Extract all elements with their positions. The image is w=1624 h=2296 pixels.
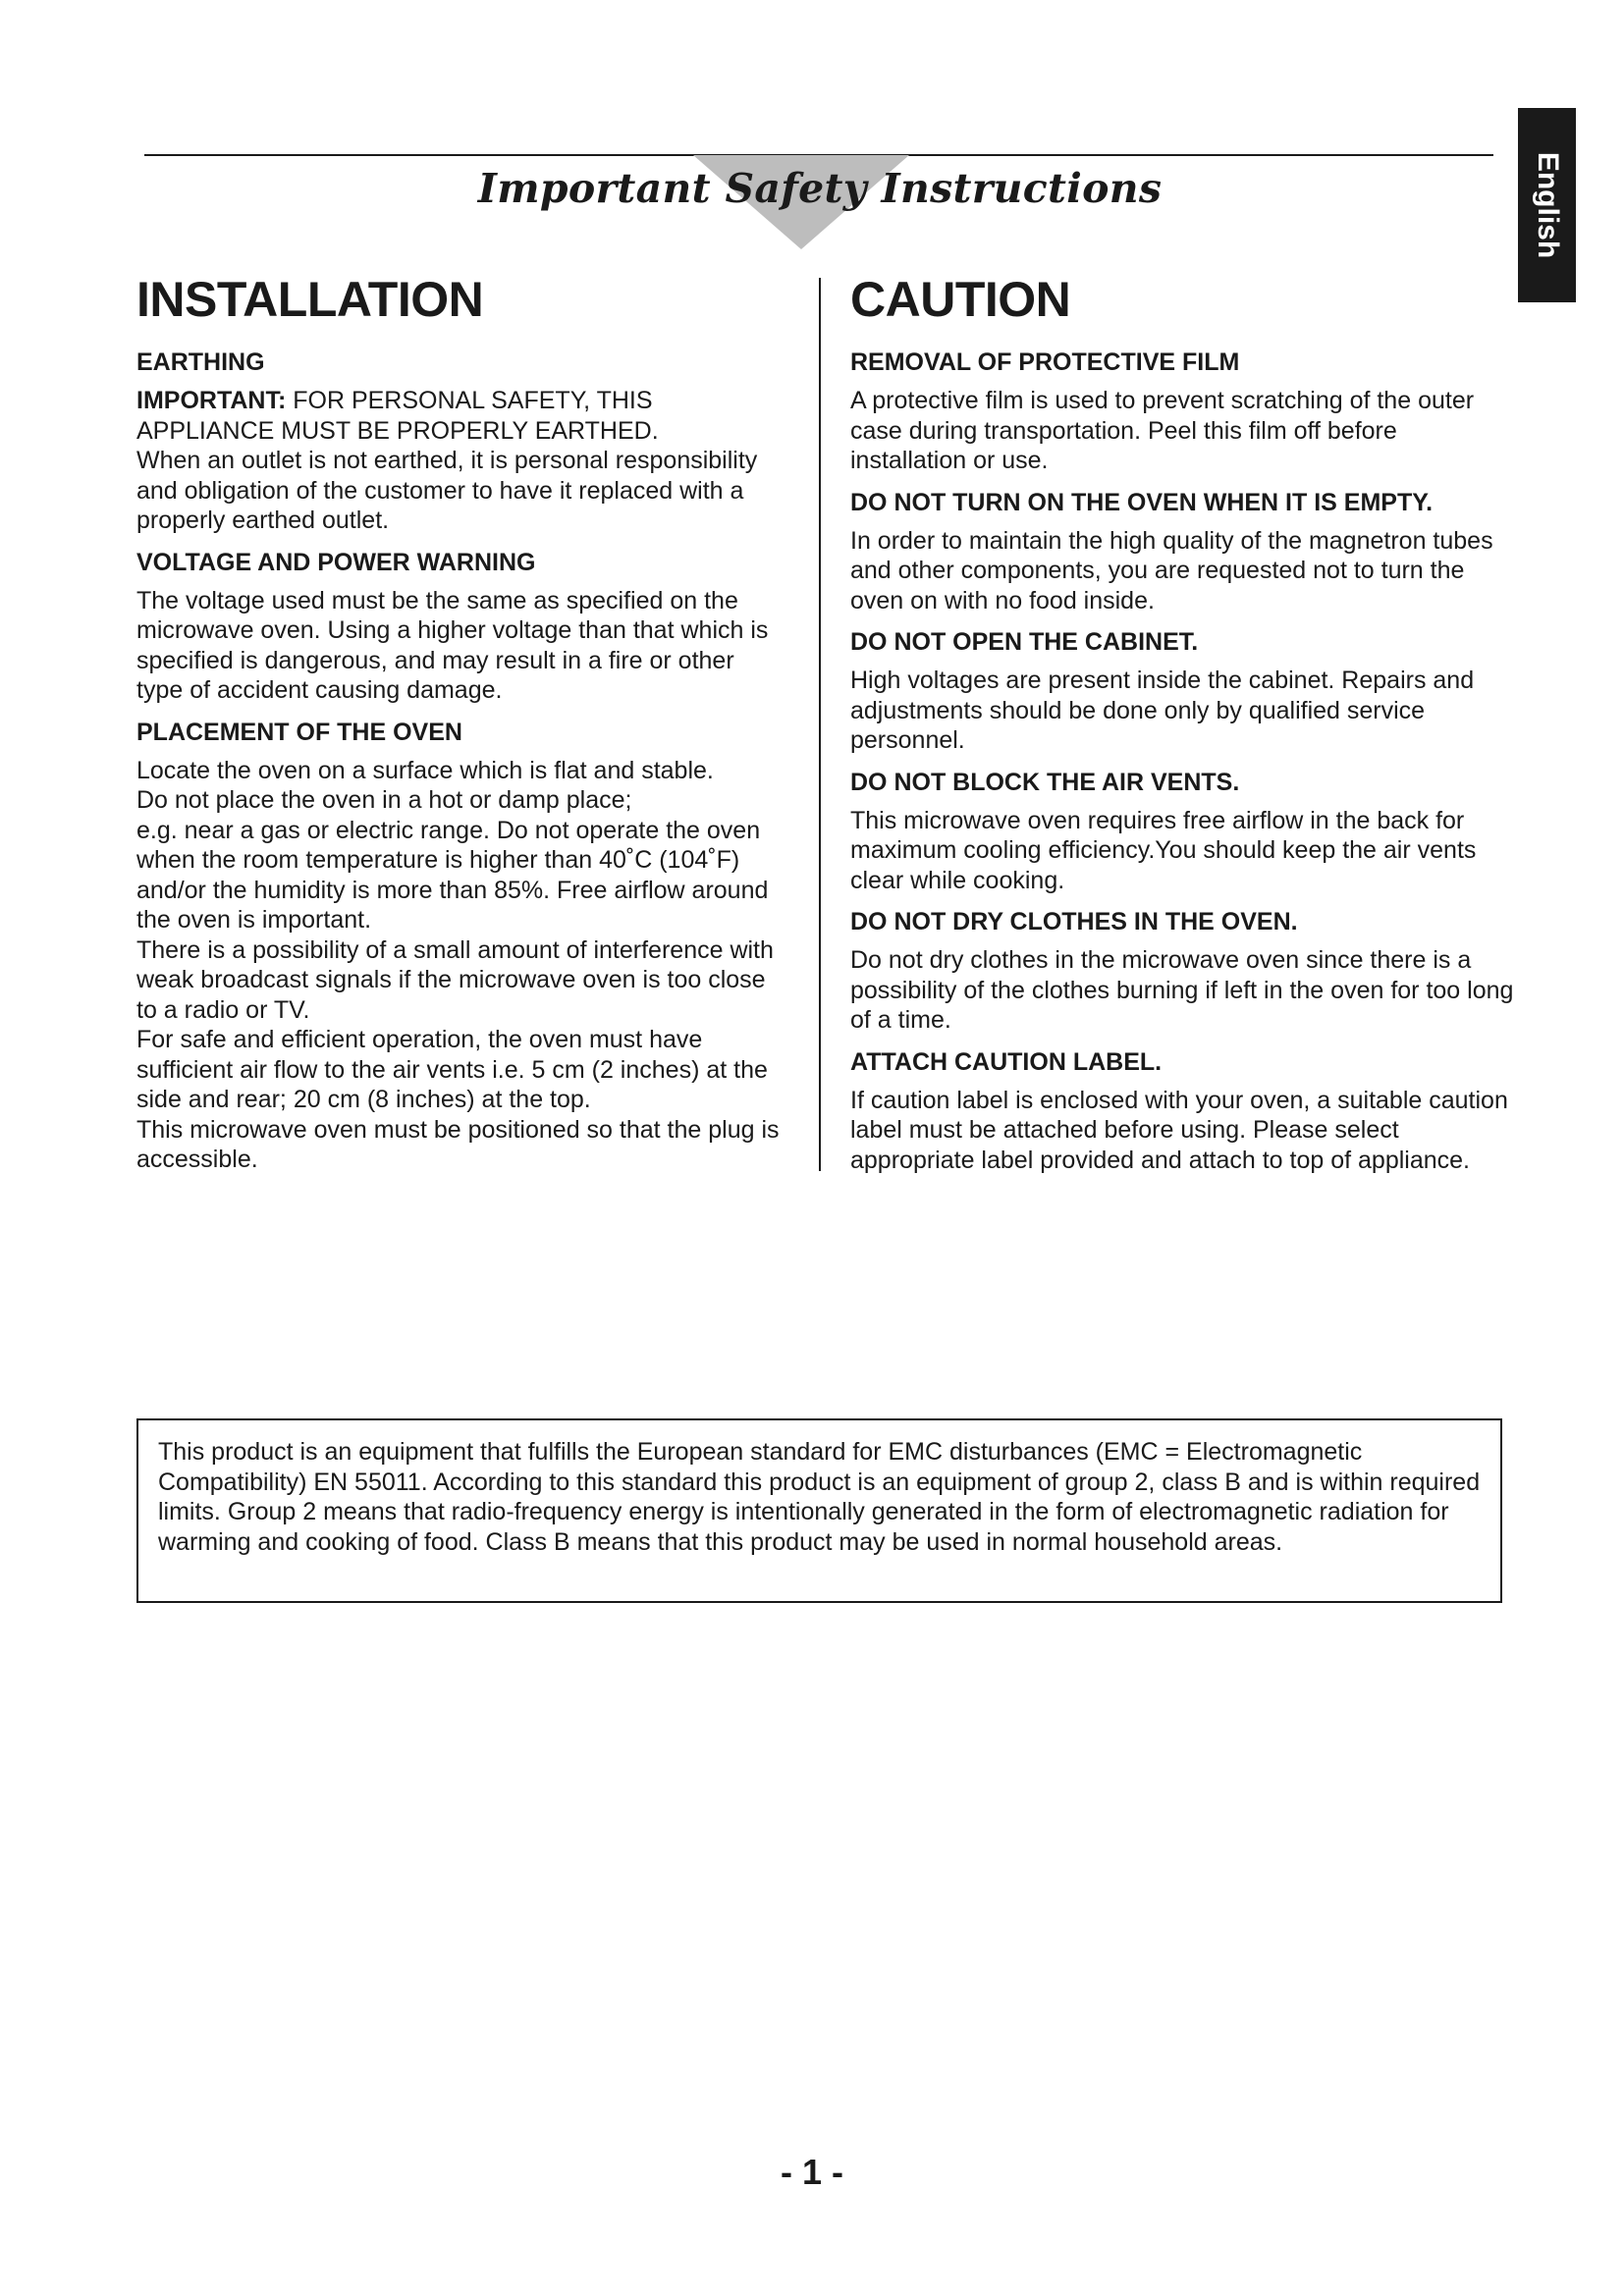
dry-clothes-body: Do not dry clothes in the microwave oven since there is a possibility of the clothes burning if left in the oven for too long of a time. <box>850 946 1514 1034</box>
protective-film-heading: REMOVAL OF PROTECTIVE FILM <box>850 348 1240 376</box>
air-vents-body: This microwave oven requires free airflow in the back for maximum cooling efficiency.You should keep the air vents clear while cooking. <box>850 806 1477 894</box>
caution-column <box>850 267 1514 1187</box>
caution-title: CAUTION <box>850 272 1071 327</box>
earthing-important <box>136 386 785 446</box>
language-tab-label: English <box>1531 151 1564 259</box>
column-divider <box>819 278 821 1171</box>
installation-column <box>136 267 785 1175</box>
empty-oven-body: In order to maintain the high quality of the magnetron tubes and other components, you are requested not to turn the oven on with no food inside. <box>850 526 1493 614</box>
emc-notice-box <box>136 1418 1502 1603</box>
placement-line: Locate the oven on a surface which is flat and stable. <box>136 756 714 784</box>
emc-notice-text: This product is an equipment that fulfills the European standard for EMC disturbances (EMC = Electromagnetic Compatibility) EN 55011. According to this standard this product is an equipment of group 2, class B and is within required limits. Group 2 means that radio-frequency energy is intentionally generated in the form of electromagnetic radiation for warming and cooking of food. Class B means that this product may be used in normal household areas. <box>158 1438 1481 1556</box>
placement-line: For safe and efficient operation, the oven must have sufficient air flow to the air vents i.e. 5 cm (2 inches) at the side and rear; 20 cm (8 inches) at the top. <box>136 1026 768 1113</box>
dry-clothes-heading: DO NOT DRY CLOTHES IN THE OVEN. <box>850 908 1298 935</box>
placement-heading: PLACEMENT OF THE OVEN <box>136 718 462 746</box>
placement-line: e.g. near a gas or electric range. Do not operate the oven when the room temperature is higher than 40˚C (104˚F) and/or the humidity is more than 85%. Free airflow around the oven is important. <box>136 816 769 934</box>
installation-title: INSTALLATION <box>136 272 484 327</box>
placement-line: There is a possibility of a small amount of interference with weak broadcast signals if the microwave oven is too close to a radio or TV. <box>136 935 774 1024</box>
cabinet-heading: DO NOT OPEN THE CABINET. <box>850 628 1199 656</box>
empty-oven-heading: DO NOT TURN ON THE OVEN WHEN IT IS EMPTY. <box>850 488 1434 516</box>
protective-film-body: A protective film is used to prevent scratching of the outer case during transportation. Peel this film off before installation or use. <box>850 387 1475 474</box>
earthing-body: When an outlet is not earthed, it is personal responsibility and obligation of the customer to have it replaced with a properly earthed outlet. <box>136 447 758 534</box>
voltage-body: The voltage used must be the same as specified on the microwave oven. Using a higher voltage than that which is specified is dangerous, and may result in a fire or other type of accident causing damage. <box>136 586 769 704</box>
caution-label-body: If caution label is enclosed with your oven, a suitable caution label must be attached before using. Please select appropriate label provided and attach to top of appliance. <box>850 1086 1508 1174</box>
page-number: - 1 - <box>780 2152 843 2192</box>
voltage-heading: VOLTAGE AND POWER WARNING <box>136 548 536 576</box>
language-tab <box>1518 108 1576 302</box>
caution-label-heading: ATTACH CAUTION LABEL. <box>850 1047 1163 1076</box>
earthing-important-text: FOR PERSONAL SAFETY, THIS APPLIANCE MUST BE PROPERLY EARTHED. <box>136 387 659 445</box>
earthing-heading: EARTHING <box>136 348 265 376</box>
placement-line: Do not place the oven in a hot or damp place; <box>136 786 632 814</box>
placement-line: This microwave oven must be positioned so that the plug is accessible. <box>136 1115 780 1173</box>
air-vents-heading: DO NOT BLOCK THE AIR VENTS. <box>850 768 1240 796</box>
earthing-important-label: IMPORTANT: <box>136 387 287 414</box>
page-title: Important Safety Instructions <box>477 165 1163 212</box>
cabinet-body: High voltages are present inside the cabinet. Repairs and adjustments should be done only by qualified service personnel. <box>850 667 1475 754</box>
